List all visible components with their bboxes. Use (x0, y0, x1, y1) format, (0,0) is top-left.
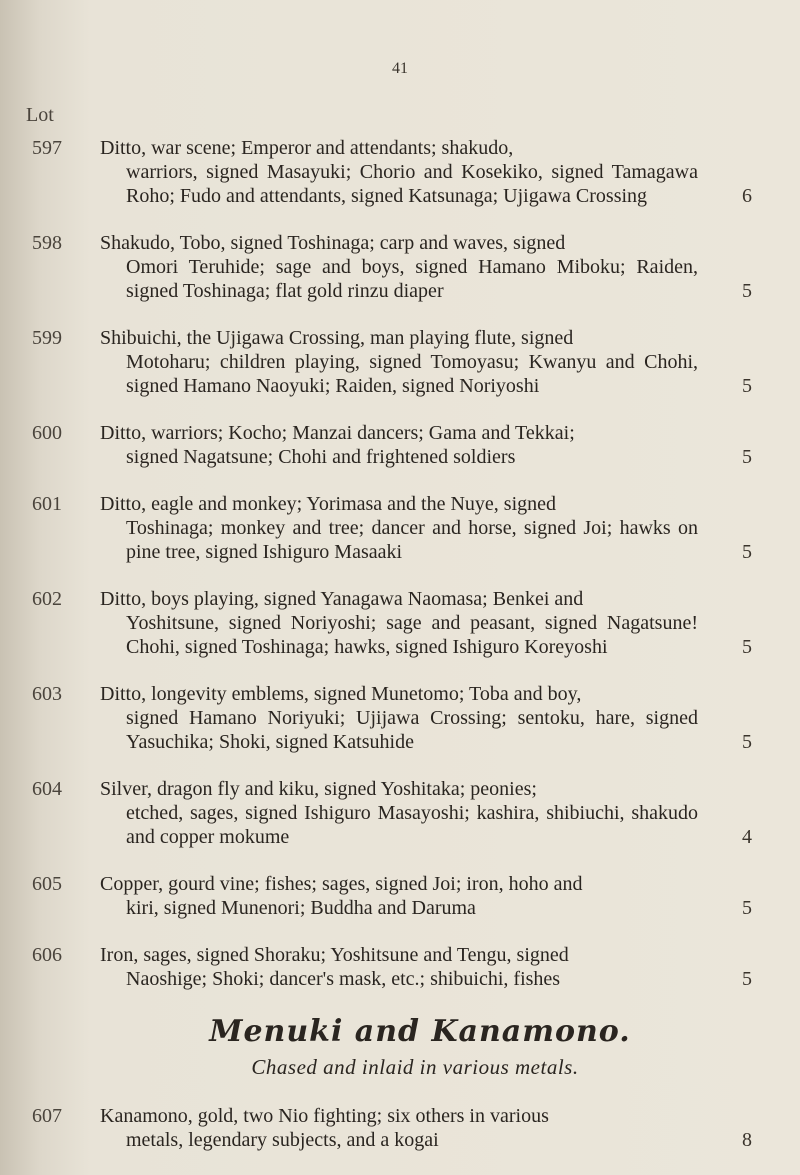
lot-quantity: 5 (742, 541, 752, 563)
page-number: 41 (392, 60, 408, 77)
lot-quantity: 6 (742, 185, 752, 207)
section-title: Menuki and Kanamono. (209, 1014, 631, 1049)
lot-column-header: Lot (26, 104, 54, 126)
lot-number: 598 (32, 232, 62, 254)
lot-quantity: 5 (742, 897, 752, 919)
lot-description-first-line: Ditto, warriors; Kocho; Manzai dancers; Gama and Tekkai; (100, 422, 575, 444)
lot-description-first-line: Ditto, boys playing, signed Yanagawa Naomasa; Benkei and (100, 588, 584, 610)
lot-number: 601 (32, 493, 62, 515)
lot-description-first-line: Shibuichi, the Ujigawa Crossing, man playing flute, signed (100, 327, 574, 349)
lot-description-first-line: Shakudo, Tobo, signed Toshinaga; carp and waves, signed (100, 232, 566, 254)
lot-description-first-line: Silver, dragon fly and kiku, signed Yoshitaka; peonies; (100, 778, 537, 800)
lot-description-continuation: signed Nagatsune; Chohi and frightened soldiers (126, 446, 516, 468)
lot-description (100, 136, 698, 208)
lot-number: 599 (32, 327, 62, 349)
lots-after-section (0, 1104, 800, 1152)
lot-description-continuation: signed Hamano Noriyuki; Ujijawa Crossing; sentoku, hare, signed Yasuchika; Shoki, signed Katsuhide (126, 707, 698, 753)
lot-description-continuation: Omori Teruhide; sage and boys, signed Hamano Miboku; Raiden, signed Toshinaga; flat gold rinzu diaper (126, 256, 698, 302)
lot-entry (0, 777, 800, 849)
lot-quantity: 5 (742, 968, 752, 990)
lot-description (100, 777, 698, 849)
lot-description-first-line: Kanamono, gold, two Nio fighting; six others in various (100, 1105, 549, 1127)
lot-quantity: 5 (742, 446, 752, 468)
lot-description (100, 492, 698, 564)
lot-description (100, 1104, 698, 1152)
lot-entry (0, 682, 800, 754)
lot-description (100, 682, 698, 754)
lot-number: 606 (32, 944, 62, 966)
lot-quantity: 8 (742, 1129, 752, 1151)
lot-quantity: 5 (742, 731, 752, 753)
lot-description-first-line: Ditto, war scene; Emperor and attendants; shakudo, (100, 137, 514, 159)
lot-entry (0, 492, 800, 564)
lot-entry (0, 872, 800, 920)
lot-number: 603 (32, 683, 62, 705)
lot-quantity: 5 (742, 636, 752, 658)
lot-description-continuation: warriors, signed Masayuki; Chorio and Kosekiko, signed Tamagawa Roho; Fudo and attendants, signed Katsunaga; Ujigawa Crossing (126, 161, 698, 207)
section-subtitle: Chased and inlaid in various metals. (251, 1055, 579, 1079)
lot-description-first-line: Copper, gourd vine; fishes; sages, signed Joi; iron, hoho and (100, 873, 583, 895)
lot-quantity: 5 (742, 375, 752, 397)
lot-entry (0, 231, 800, 303)
lot-description-first-line: Iron, sages, signed Shoraku; Yoshitsune and Tengu, signed (100, 944, 569, 966)
lot-description-first-line: Ditto, longevity emblems, signed Munetomo; Toba and boy, (100, 683, 582, 705)
lot-description (100, 326, 698, 398)
lot-quantity: 4 (742, 826, 752, 848)
lot-description-continuation: Motoharu; children playing, signed Tomoyasu; Kwanyu and Chohi, signed Hamano Naoyuki; Raiden, signed Noriyoshi (126, 351, 698, 397)
lot-description (100, 943, 698, 991)
lot-description-first-line: Ditto, eagle and monkey; Yorimasa and the Nuye, signed (100, 493, 557, 515)
lot-entry (0, 326, 800, 398)
lot-description-continuation: etched, sages, signed Ishiguro Masayoshi; kashira, shibiuchi, shakudo and copper mokume (126, 802, 698, 848)
lot-entry (0, 943, 800, 991)
lot-description-continuation: metals, legendary subjects, and a kogai (126, 1129, 439, 1151)
lot-number: 607 (32, 1105, 62, 1127)
lot-description-continuation: kiri, signed Munenori; Buddha and Daruma (126, 897, 476, 919)
lots-before-section (0, 136, 800, 991)
lot-number: 604 (32, 778, 62, 800)
lot-entry (0, 1104, 800, 1152)
lot-entry (0, 421, 800, 469)
lot-description (100, 872, 698, 920)
lot-list (0, 136, 800, 1175)
lot-description (100, 231, 698, 303)
lot-description (100, 421, 698, 469)
lot-quantity: 5 (742, 280, 752, 302)
lot-number: 597 (32, 137, 62, 159)
lot-description-continuation: Yoshitsune, signed Noriyoshi; sage and peasant, signed Nagatsune! Chohi, signed Toshinaga; hawks, signed Ishiguro Koreyoshi (126, 612, 698, 658)
lot-number: 602 (32, 588, 62, 610)
lot-entry (0, 136, 800, 208)
lot-number: 605 (32, 873, 62, 895)
lot-entry (0, 587, 800, 659)
lot-description-continuation: Toshinaga; monkey and tree; dancer and horse, signed Joi; hawks on pine tree, signed Ishiguro Masaaki (126, 517, 698, 563)
lot-description-continuation: Naoshige; Shoki; dancer's mask, etc.; shibuichi, fishes (126, 968, 561, 990)
lot-number: 600 (32, 422, 62, 444)
lot-description (100, 587, 698, 659)
